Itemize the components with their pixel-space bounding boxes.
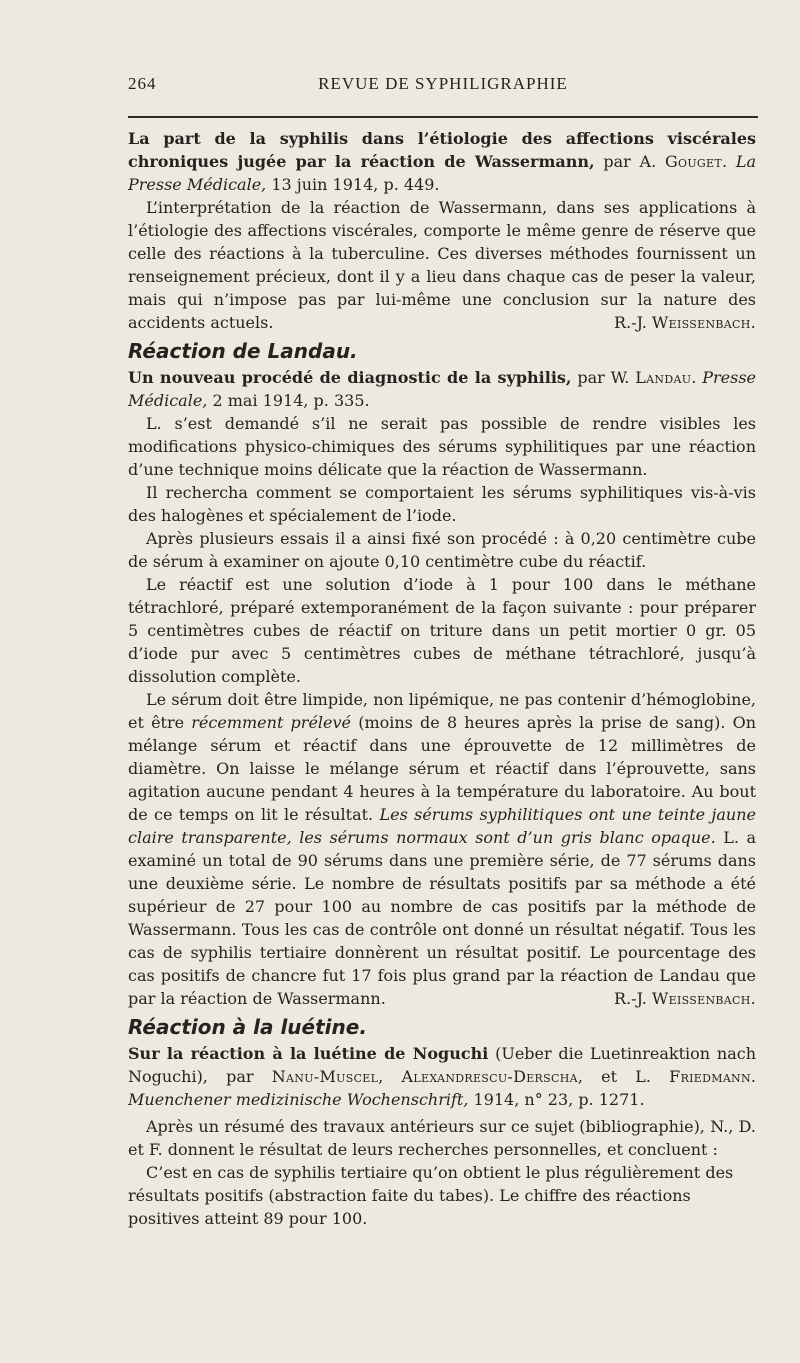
article1-sig-name: Weissenbach. — [651, 313, 756, 332]
section-heading-luetine: Réaction à la luétine. — [128, 1015, 367, 1039]
article2-sig-prefix: R.-J. — [614, 989, 652, 1008]
article2-sig-name: Weissenbach. — [651, 989, 756, 1008]
article2-p5-italic-2: Les sérums syphilitiques ont une teinte jaune claire transparente, les sérums normaux sont d’un gris blanc opaque. — [128, 805, 757, 847]
article3-paragraph-2: C’est en cas de syphilis tertiaire qu’on obtient le plus régulièrement des résultats positifs (abstraction faite du tabes). Le chiffre des réactions positives atteint 89 pour 100. — [128, 1163, 734, 1228]
article3-author-2: Alexandrescu-Derscha — [401, 1067, 578, 1086]
article3-author-1: Nanu-Muscel — [271, 1067, 379, 1086]
article1-sep: . — [721, 152, 736, 171]
article2-paragraph-1: L. s’est demandé s’il ne serait pas possible de rendre visibles les modifications physico-chimiques des sérums syphilitiques par une réaction d’une technique moins délicate que la réaction de Wassermann. — [128, 414, 756, 479]
article3-date: 1914, n° 23, p. 1271. — [468, 1090, 645, 1109]
section-heading-landau: Réaction de Landau. — [128, 339, 358, 363]
article2-paragraph-5 — [128, 688, 756, 1010]
article2-signature — [596, 987, 756, 1010]
article1-citation — [128, 127, 756, 196]
article3-citation — [128, 1042, 756, 1111]
article2-p5-italic: récemment prélevé — [191, 713, 352, 732]
running-title: REVUE DE SYPHILIGRAPHIE — [318, 74, 568, 93]
article2-p5-a: Le sérum doit être limpide, non lipémique, ne pas contenir d’hémoglobine, et être — [128, 690, 756, 732]
article3-comma: , — [378, 1067, 402, 1086]
article2-p5-c: L. a examiné un total de 90 sérums dans une première série, de 77 sérums dans une deuxième série. Le nombre de résultats positifs par sa méthode a été supérieur de 27 pour 100 au nombre de cas positifs par la méthode de Wassermann. Tous les cas de contrôle ont donné un résultat négatif. Tous les cas de syphilis tertiaire donnèrent un résultat positif. Le pourcentage des cas positifs de chancre fut 17 fois plus grand par la réaction de Landau que par la réaction de Wassermann. — [128, 828, 757, 1008]
article2-p5-b: (moins de 8 heures après la prise de sang). On mélange sérum et réactif dans une éprouvette de 12 millimètres de diamètre. On laisse le mélange sérum et réactif dans l’éprouvette, sans agitation aucune pendant 4 heures à la température du laboratoire. Au bout de ce temps on lit le résultat. — [128, 713, 756, 824]
article3-title-rest: (Ueber die Luetinreaktion nach Noguchi), par — [128, 1044, 757, 1086]
article3-author-3: Friedmann — [669, 1067, 751, 1086]
article1-journal: La Presse Médicale, — [128, 152, 756, 194]
article2-sep: . — [691, 368, 703, 387]
article3-paragraph-1: Après un résumé des travaux antérieurs sur ce sujet (bibliographie), N., D. et F. donnent le résultat de leurs recherches personnelles, et concluent : — [128, 1117, 756, 1159]
article3-title: Sur la réaction à la luétine de Noguchi — [128, 1044, 489, 1063]
page-number: 264 — [128, 74, 157, 93]
article2-citation — [128, 366, 756, 412]
article2-date: 2 mai 1914, p. 335. — [207, 391, 370, 410]
article1-body — [128, 196, 756, 334]
article2-journal: Presse Médicale, — [128, 368, 757, 410]
article2-paragraph-4: Le réactif est une solution d’iode à 1 pour 100 dans le méthane tétrachloré, préparé extemporanément de la façon suivante : pour préparer 5 centimètres cubes de réactif on triture dans un petit mortier 0 gr. 05 d’iode pur avec 5 centimètres cubes de méthane tétrachloré, jusqu’à dissolution complète. — [128, 575, 756, 686]
article1-author: Gouget — [664, 152, 722, 171]
article2-by: par W. — [571, 368, 636, 387]
article2-paragraph-3: Après plusieurs essais il a ainsi fixé son procédé : à 0,20 centimètre cube de sérum à examiner on ajoute 0,10 centimètre cube du réactif. — [128, 529, 756, 571]
header-rule — [128, 116, 758, 118]
article3-journal: Muenchener medizinische Wochenschrift, — [128, 1090, 469, 1109]
article1-title: La part de la syphilis dans l’étiologie des affections viscérales chroniques jugée par la réaction de Wassermann, — [128, 129, 756, 171]
article3-sep: . — [750, 1067, 757, 1086]
article1-date: 13 juin 1914, p. 449. — [266, 175, 440, 194]
article2-paragraph-2: Il rechercha comment se comportaient les sérums syphilitiques vis-à-vis des halogènes et spécialement de l’iode. — [128, 483, 756, 525]
article1-signature — [596, 311, 756, 334]
article1-body-text: L’interprétation de la réaction de Wassermann, dans ses applications à l’étiologie des affections viscérales, comporte le même genre de réserve que celle des réactions à la tuberculine. Ces diverses méthodes fournissent un renseignement précieux, dont il y a lieu dans chaque cas de peser la valeur, mais qui n’impose pas par lui-même une conclusion sur la nature des accidents actuels. — [128, 198, 756, 332]
article1-sig-prefix: R.-J. — [614, 313, 652, 332]
article1-by: par A. — [594, 152, 665, 171]
article2-title: Un nouveau procédé de diagnostic de la syphilis, — [128, 368, 572, 387]
article3-and: , et L. — [577, 1067, 670, 1086]
article2-author: Landau — [635, 368, 692, 387]
page-content — [128, 127, 756, 1230]
